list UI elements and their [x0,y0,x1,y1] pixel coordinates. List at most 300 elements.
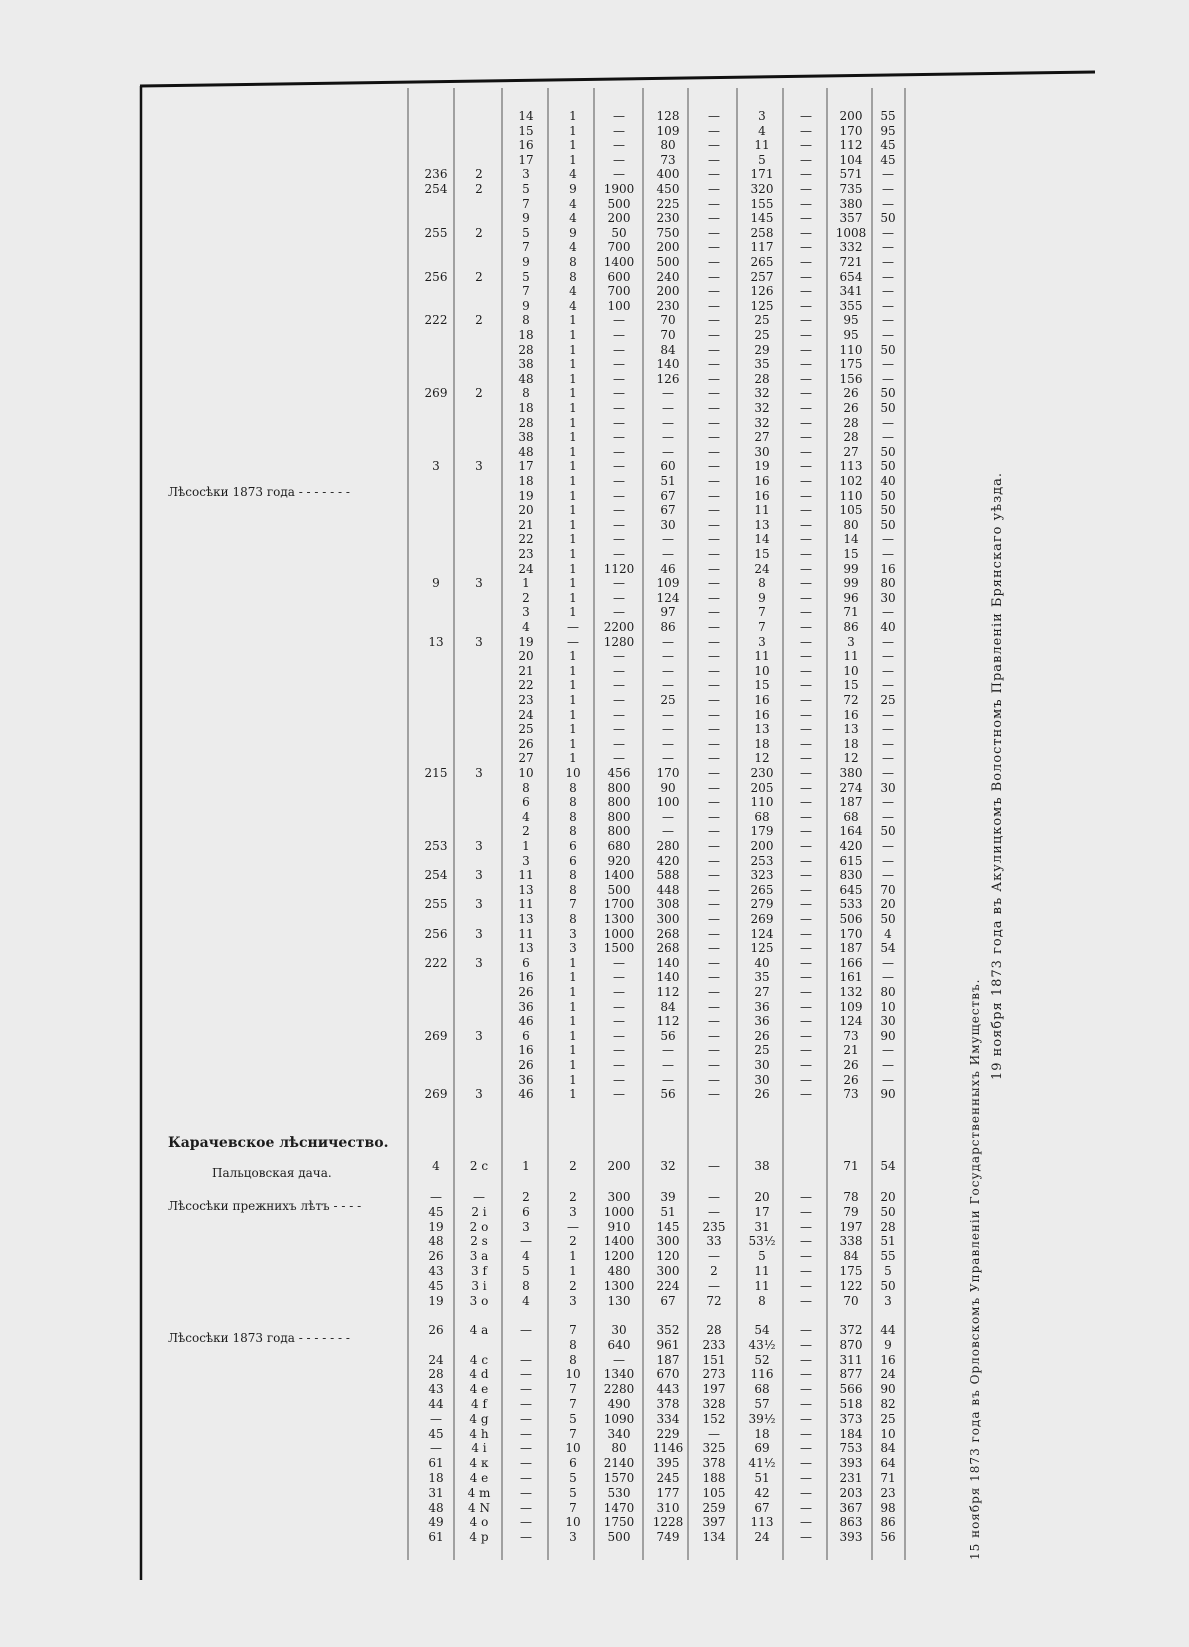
table-cell: 177 [656,1485,680,1500]
table-cell: 420 [839,839,863,853]
table-cell: 2 [569,1159,577,1173]
table-cell: — [800,401,812,415]
table-cell: 256 [424,926,448,941]
table-cell: — [882,736,894,751]
table-cell: — [708,430,720,445]
table-cell: — [613,474,625,488]
table-cell: — [800,1204,812,1219]
table-cell: 51 [660,1204,676,1219]
table-cell: — [613,985,625,999]
table-cell: 98 [880,1500,896,1515]
table-cell: 200 [656,240,680,255]
table-cell: — [662,736,674,751]
table-cell: 8 [569,912,577,926]
table-cell: 175 [839,357,863,372]
table-cell: — [800,663,812,678]
table-cell: 378 [702,1456,726,1471]
table-cell: — [708,357,720,372]
table-cell: 32 [754,415,770,430]
table-cell: 40 [754,955,770,970]
table-cell: — [662,824,674,839]
table-cell: — [800,576,812,591]
table-cell: 800 [607,780,631,795]
table-cell: 113 [750,1515,774,1530]
table-cell: — [613,999,625,1014]
table-cell: 1 [569,751,577,766]
table-cell: 46 [660,561,676,576]
table-cell: 13 [843,722,859,737]
table-cell: 24 [428,1352,444,1367]
table-cell: — [613,1043,625,1058]
table-cell: — [882,1072,894,1087]
table-cell: — [882,328,894,342]
table-cell: 30 [611,1323,627,1337]
table-cell: 1 [569,152,577,167]
table-cell: 300 [656,912,680,926]
table-cell: — [800,1530,812,1545]
table-cell: 1 [569,1264,577,1278]
table-cell: — [708,955,720,970]
table-cell: — [520,1426,532,1441]
table-cell: 26 [754,1028,770,1043]
table-cell: — [708,211,720,226]
table-cell: 27 [754,985,770,999]
table-cell: 5 [758,152,766,167]
table-cell: — [708,605,720,620]
table-cell: 830 [839,868,863,883]
table-cell: 56 [880,1530,896,1545]
table-cell: — [708,1249,720,1264]
table-cell: 48 [428,1234,444,1249]
table-cell: 102 [839,474,863,488]
table-cell: 334 [656,1411,680,1426]
table-cell: 4 [522,620,530,634]
table-cell: 203 [839,1485,863,1500]
table-cell: 3 a [469,1249,489,1264]
table-cell: 67 [660,1293,676,1308]
table-cell: 4 i [471,1441,487,1456]
table-cell: 2 [475,313,483,328]
table-cell: — [613,444,625,459]
table-cell: 6 [569,839,577,853]
table-cell: 1 [569,357,577,372]
table-cell: 7 [758,605,766,620]
table-cell: 18 [518,401,534,415]
table-cell: — [662,663,674,678]
table-cell: — [800,1323,812,1337]
table-cell: 1340 [603,1367,635,1382]
table-cell: 7 [569,897,577,912]
table-cell: — [882,225,894,240]
table-cell: 800 [607,809,631,824]
table-cell: — [800,970,812,985]
table-cell: 6 [522,1204,530,1219]
table-cell: 910 [607,1219,631,1234]
table-cell: 2 o [469,1219,489,1234]
table-cell: — [800,123,812,138]
table-cell: — [520,1411,532,1426]
table-cell: 145 [656,1219,680,1234]
table-cell: 78 [843,1190,859,1204]
table-cell: 16 [754,488,770,503]
table-cell: 12 [754,751,770,766]
table-cell: — [800,503,812,518]
table-cell: — [708,897,720,912]
table-cell: 380 [839,766,863,780]
table-cell: 600 [607,269,631,284]
table-cell: — [800,415,812,430]
table-cell: 1 [569,1043,577,1058]
table-cell: — [662,678,674,693]
table-cell: 110 [750,795,774,810]
table-cell: — [708,634,720,649]
table-cell: 86 [843,620,859,634]
table-cell: — [613,736,625,751]
table-cell: 231 [839,1471,863,1485]
table-cell: — [708,152,720,167]
table-cell: — [520,1530,532,1545]
table-cell: — [882,766,894,780]
table-cell: — [708,225,720,240]
table-cell: 140 [656,357,680,372]
table-cell: — [882,868,894,883]
table-cell: 2 [475,225,483,240]
table-cell: 308 [656,897,680,912]
table-cell: 530 [607,1485,631,1500]
table-cell: 50 [880,912,896,926]
table-cell: — [613,547,625,561]
table-cell: 25 [880,693,896,707]
table-cell: 20 [518,503,534,518]
table-cell: — [662,1058,674,1072]
table-cell: 64 [880,1456,896,1471]
table-cell: 230 [750,766,774,780]
table-cell: 259 [702,1500,726,1515]
table-cell: 57 [754,1397,770,1411]
table-cell: — [520,1485,532,1500]
table-cell: 28 [843,430,859,445]
table-cell: 140 [656,970,680,985]
table-cell: 9 [522,255,530,269]
table-cell: 215 [424,766,448,780]
table-cell: — [613,576,625,591]
table-cell: 10 [565,1441,581,1456]
table-cell: 224 [656,1278,680,1293]
table-cell: 3 [758,109,766,123]
table-cell: — [800,1249,812,1264]
table-cell: — [800,474,812,488]
table-cell: — [800,795,812,810]
table-cell: 1280 [603,634,635,649]
table-cell: — [613,532,625,547]
table-cell: 36 [518,1072,534,1087]
table-cell: 4 [569,240,577,255]
table-cell: 2 [522,590,530,605]
table-cell: 4 [522,809,530,824]
table-cell: 26 [518,1058,534,1072]
table-cell: 1 [569,488,577,503]
table-cell: 30 [880,590,896,605]
table-cell: 1 [569,1072,577,1087]
paltsov-dacha-label: Пальцовская дача. [212,1166,332,1180]
table-cell: — [708,853,720,868]
table-cell: 31 [428,1485,444,1500]
table-cell: 3 [522,605,530,620]
table-cell: 124 [750,926,774,941]
table-cell: 3 [758,634,766,649]
table-cell: 99 [843,576,859,591]
table-cell: 112 [656,1014,680,1029]
table-cell: 1 [569,138,577,153]
table-cell: 4 e [469,1471,489,1485]
table-cell: 1570 [603,1471,635,1485]
table-cell: 100 [607,298,631,313]
table-cell: 341 [839,284,863,299]
table-cell: 11 [518,868,534,883]
table-cell: — [800,1234,812,1249]
table-cell: 1900 [603,182,635,196]
table-cell: 518 [839,1397,863,1411]
table-cell: 1300 [603,1278,635,1293]
table-cell: 84 [660,342,676,357]
table-cell: 10 [880,1426,896,1441]
table-cell: — [800,1485,812,1500]
table-cell: 6 [569,1456,577,1471]
table-cell: 70 [660,328,676,342]
table-cell: 236 [424,167,448,182]
table-cell: 13 [754,722,770,737]
table-cell: 1 [569,693,577,707]
table-cell: — [520,1500,532,1515]
table-cell: 4 p [469,1530,489,1545]
table-cell: 140 [656,955,680,970]
table-cell: 20 [518,649,534,664]
table-cell: 120 [656,1249,680,1264]
table-cell: 1 [569,474,577,488]
table-cell: 187 [839,941,863,956]
table-cell: 332 [839,240,863,255]
table-cell: 80 [880,576,896,591]
table-cell: 255 [424,897,448,912]
table-cell: — [800,1441,812,1456]
table-cell: 10 [565,1367,581,1382]
table-cell: 5 [569,1471,577,1485]
table-cell: — [708,1072,720,1087]
table-cell: — [800,999,812,1014]
table-cell: — [708,547,720,561]
table-cell: — [708,1043,720,1058]
table-cell: — [800,1352,812,1367]
table-cell: 4 к [469,1456,489,1471]
table-cell: 1 [569,707,577,722]
table-cell: 2 [475,269,483,284]
table-cell: 229 [656,1426,680,1441]
table-cell: 84 [660,999,676,1014]
table-cell: 109 [656,576,680,591]
table-cell: — [708,342,720,357]
table-cell: — [708,868,720,883]
table-cell: — [800,824,812,839]
table-cell: 110 [839,488,863,503]
table-cell: — [800,152,812,167]
table-cell: — [708,444,720,459]
table-cell: 73 [843,1087,859,1102]
table-cell: 279 [750,897,774,912]
table-cell: 25 [660,693,676,707]
table-cell: — [800,517,812,532]
table-cell: 54 [880,1159,896,1173]
table-cell: 16 [518,970,534,985]
table-cell: 45 [880,152,896,167]
table-cell: 245 [656,1471,680,1485]
table-cell: 166 [839,955,863,970]
table-cell: 187 [656,1352,680,1367]
table-cell: 164 [839,824,863,839]
table-cell: — [708,386,720,401]
table-cell: 35 [754,357,770,372]
table-cell: 700 [607,284,631,299]
table-cell: 230 [656,211,680,226]
table-cell: 3 [569,1293,577,1308]
table-cell: 8 [522,386,530,401]
table-cell: 269 [424,386,448,401]
table-cell: 533 [839,897,863,912]
table-cell: 274 [839,780,863,795]
table-cell: 116 [750,1367,774,1382]
table-cell: 25 [754,313,770,328]
table-cell: — [613,1058,625,1072]
table-cell: 11 [518,926,534,941]
table-cell: 222 [424,955,448,970]
table-cell: 11 [754,1264,770,1278]
table-cell: — [708,839,720,853]
table-cell: 3 [475,634,483,649]
table-cell: 1 [569,503,577,518]
table-cell: — [708,182,720,196]
table-cell: — [882,240,894,255]
table-cell: 640 [607,1337,631,1352]
table-cell: 184 [839,1426,863,1441]
table-cell: — [662,634,674,649]
table-cell: — [708,1159,720,1173]
table-cell: 30 [754,1058,770,1072]
table-cell: 1500 [603,941,635,956]
table-cell: 4 [569,211,577,226]
table-cell: 2280 [603,1382,635,1397]
table-cell: 7 [569,1426,577,1441]
table-cell: 130 [607,1293,631,1308]
table-cell: 1 [569,444,577,459]
table-cell: 258 [750,225,774,240]
table-cell: 500 [656,255,680,269]
table-cell: — [882,430,894,445]
table-cell: — [662,547,674,561]
table-cell: — [800,1411,812,1426]
table-cell: — [708,766,720,780]
table-cell: 2 [475,167,483,182]
table-cell: 1 [569,328,577,342]
table-cell: 7 [569,1323,577,1337]
table-cell: — [520,1471,532,1485]
table-cell: 1400 [603,868,635,883]
table-cell: — [800,839,812,853]
table-cell: 2140 [603,1456,635,1471]
table-cell: — [708,196,720,211]
table-cell: 721 [839,255,863,269]
table-cell: 28 [706,1323,722,1337]
table-cell: 3 [475,766,483,780]
table-cell: — [800,707,812,722]
table-cell: — [430,1190,442,1204]
table-cell: 5 [522,225,530,240]
table-cell: — [800,1072,812,1087]
table-cell: 21 [518,517,534,532]
table-cell: 7 [569,1397,577,1411]
table-cell: 9 [522,211,530,226]
table-cell: 3 [475,459,483,474]
table-cell: 52 [754,1352,770,1367]
table-cell: 61 [428,1456,444,1471]
table-cell: 338 [839,1234,863,1249]
table-cell: — [800,196,812,211]
table-cell: 256 [424,269,448,284]
table-cell: 4 e [469,1382,489,1397]
table-cell: 235 [702,1219,726,1234]
table-cell: — [800,269,812,284]
table-cell: 8 [569,868,577,883]
table-cell: — [708,1278,720,1293]
table-cell: 4 o [469,1515,489,1530]
table-cell: 300 [656,1264,680,1278]
table-cell: 4 [569,196,577,211]
table-cell: 42 [754,1485,770,1500]
table-cell: — [800,313,812,328]
table-cell: 99 [843,561,859,576]
table-cell: — [662,707,674,722]
table-cell: 378 [656,1397,680,1411]
table-cell: 54 [880,941,896,956]
table-cell: — [662,386,674,401]
table-cell: 8 [522,1278,530,1293]
table-cell: 11 [754,1278,770,1293]
table-cell: — [882,839,894,853]
table-cell: 1470 [603,1500,635,1515]
table-cell: 700 [607,240,631,255]
table-cell: 456 [607,766,631,780]
table-cell: — [800,941,812,956]
table-cell: 69 [754,1441,770,1456]
table-cell: — [708,912,720,926]
table-cell: — [708,1058,720,1072]
table-cell: 3 f [471,1264,487,1278]
table-cell: 126 [656,371,680,386]
table-cell: — [882,255,894,269]
table-cell: — [708,503,720,518]
table-cell: 10 [880,999,896,1014]
table-cell: 86 [660,620,676,634]
table-cell: 1 [569,970,577,985]
table-cell: 268 [656,941,680,956]
table-cell: 355 [839,298,863,313]
table-cell: 15 [843,547,859,561]
table-cell: — [800,459,812,474]
table-cell: 86 [880,1515,896,1530]
table-cell: 4 h [469,1426,489,1441]
table-cell: 9 [758,590,766,605]
table-cell: 230 [656,298,680,313]
table-cell: — [708,1014,720,1029]
table-cell: 48 [518,444,534,459]
